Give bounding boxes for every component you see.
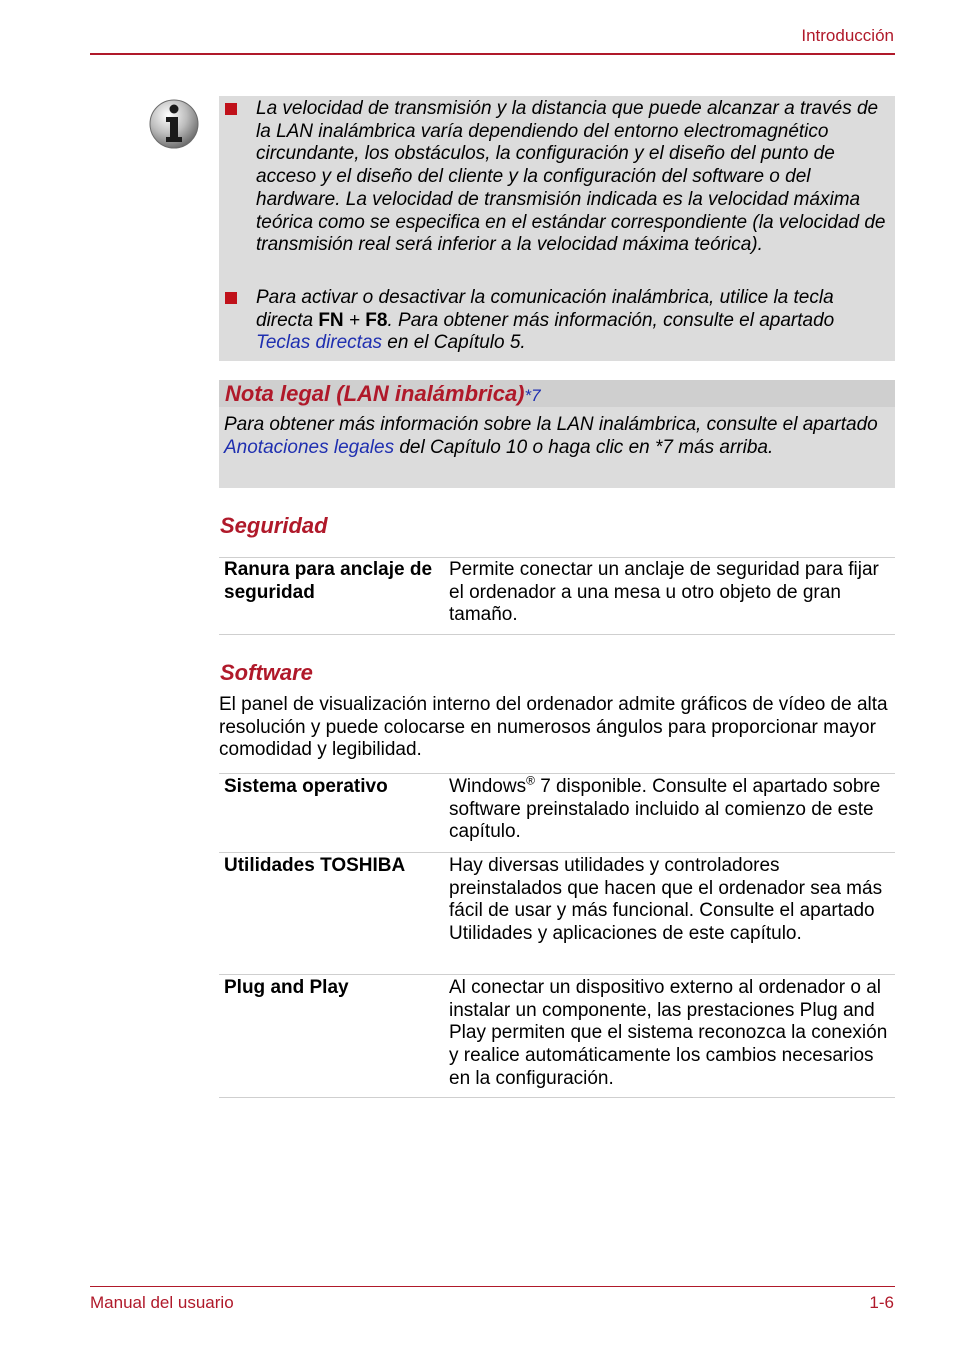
- legal-box: [219, 380, 895, 488]
- footer-manual-title: Manual del usuario: [90, 1293, 234, 1312]
- legal-title-text: Nota legal (LAN inalámbrica): [225, 381, 525, 406]
- software-table: [219, 773, 895, 1098]
- page-header-section: Introducción: [801, 26, 894, 45]
- row-value-text: Windows: [449, 776, 527, 797]
- bullet-square: [225, 292, 237, 304]
- legal-title: [225, 380, 541, 409]
- row-label: Plug and Play: [224, 977, 349, 998]
- section-title-seguridad: Seguridad: [220, 513, 328, 538]
- footer-page-number: 1-6: [869, 1293, 894, 1312]
- note-text: en el Capítulo 5.: [382, 332, 526, 354]
- software-intro: El panel de visualización interno del ordenador admite gráficos de vídeo de alta resolución y puede colocarse en numerosos ángulos para proporcionar mayor comodidad y legibilidad.: [219, 694, 888, 761]
- row-value: [449, 773, 891, 844]
- row-label: Utilidades TOSHIBA: [224, 855, 406, 876]
- note-text: . Para obtener más información, consulte el apartado: [387, 309, 835, 331]
- row-value: Hay diversas utilidades y controladores preinstalados que hacen que el ordenador sea más fácil de usar y más funcional. Consulte el apartado Utilidades y aplicaciones de este capítulo.: [449, 855, 883, 945]
- bullet-square: [225, 103, 237, 115]
- legal-reference-link[interactable]: *7: [524, 386, 541, 405]
- row-label: Ranura para anclaje de seguridad: [224, 559, 433, 603]
- note-item-wireless-toggle: [256, 287, 886, 355]
- legal-text: Para obtener más información sobre la LAN inalámbrica, consulte el apartado: [224, 414, 878, 435]
- link-anotaciones-legales[interactable]: Anotaciones legales: [224, 436, 395, 458]
- row-value: Al conectar un dispositivo externo al ordenador o al instalar un componente, las prestaciones Plug and Play permiten que el sistema reconozca la conexión y realice automáticamente los cambios necesarios en la configuración.: [449, 977, 888, 1089]
- key-plus: +: [343, 309, 366, 331]
- note-text: Para activar o desactivar la comunicación inalámbrica, utilice la tecla directa: [256, 287, 834, 331]
- key-fn: FN: [318, 309, 344, 331]
- link-teclas-directas[interactable]: Teclas directas: [256, 332, 383, 354]
- security-table: [219, 557, 895, 635]
- note-item-transmission: La velocidad de transmisión y la distancia que puede alcanzar a través de la LAN inalámbrica varía dependiendo del entorno electromagnético circundante, los obstáculos, la configuración y el diseño del punto de acceso y el diseño del cliente y la configuración del software o del hardware. La velocidad de transmisión indicada es la velocidad máxima teórica como se especifica en el estándar correspondiente (la velocidad de transmisión real será inferior a la velocidad máxima teórica).: [256, 98, 886, 256]
- row-value-text: 7 disponible. Consulte el apartado sobre software preinstalado incluido al comienzo de este capítulo.: [449, 776, 881, 843]
- footer-rule: [90, 1286, 895, 1287]
- table-row: [219, 773, 895, 852]
- section-title-software: Software: [220, 660, 313, 685]
- legal-body: [224, 414, 884, 459]
- table-row: [219, 974, 895, 1098]
- key-f8: F8: [365, 309, 388, 331]
- row-value: Permite conectar un anclaje de seguridad para fijar el ordenador a una mesa u otro objeto de gran tamaño.: [449, 559, 879, 626]
- info-icon: [148, 98, 200, 150]
- legal-text: del Capítulo 10 o haga clic en *7 más arriba.: [394, 436, 774, 458]
- table-row: [219, 557, 895, 635]
- registered-mark: ®: [526, 773, 535, 788]
- table-row: [219, 852, 895, 974]
- header-rule: [90, 53, 895, 55]
- row-label: Sistema operativo: [224, 776, 388, 797]
- note-box: [219, 96, 895, 361]
